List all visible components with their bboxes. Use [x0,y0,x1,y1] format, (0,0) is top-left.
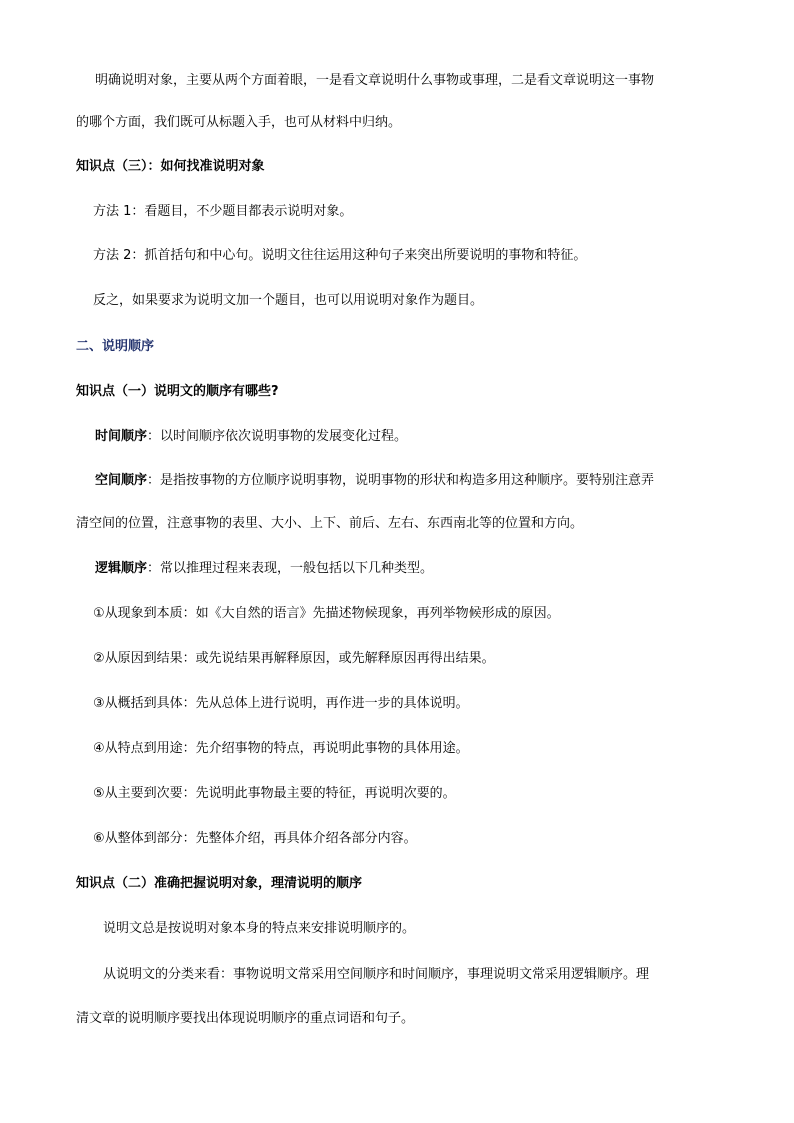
paragraph-line: 明确说明对象，主要从两个方面着眼，一是看文章说明什么事物或事理，二是看文章说明这一事物 [95,73,655,88]
section-heading-kp3: 知识点（三）：如何找准说明对象 [76,159,265,174]
logic-order-text: ：常以推理过程来表现，一般包括以下几种类型。 [147,561,434,576]
time-order-text: ：以时间顺序依次说明事物的发展变化过程。 [147,429,408,444]
list-item: ②从原因到结果：或先说结果再解释原因，或先解释原因再得出结果。 [93,651,495,666]
space-order-label: 空间顺序 [95,473,148,488]
space-order-line [95,472,745,490]
time-order-label: 时间顺序 [95,429,148,444]
kp2-paragraph-2-line-1: 从说明文的分类来看：事物说明文常采用空间顺序和时间顺序，事理说明文常采用逻辑顺序。理 [103,967,650,982]
list-item: ⑤从主要到次要：先说明此事物最主要的特征，再说明次要的。 [93,786,456,801]
section-heading-kp2: 知识点（二）准确把握说明对象，理清说明的顺序 [76,876,363,891]
paragraph-line: 的哪个方面，我们既可从标题入手，也可从材料中归纳。 [76,115,402,130]
kp2-paragraph-1: 说明文总是按说明对象本身的特点来安排说明顺序的。 [103,921,416,936]
method-2: 方法 2：抓首括句和中心句。说明文往往运用这种句子来突出所要说明的事物和特征。 [93,248,587,263]
list-item: ①从现象到本质：如《大自然的语言》先描述物候现象，再列举物候形成的原因。 [93,606,560,621]
method-1: 方法 1：看题目，不少题目都表示说明对象。 [93,204,353,219]
logic-order-label: 逻辑顺序 [95,561,148,576]
reverse-note: 反之，如果要求为说明文加一个题目，也可以用说明对象作为题目。 [93,293,484,308]
section-title-order: 二、说明顺序 [76,339,155,354]
list-item: ③从概括到具体：先从总体上进行说明，再作进一步的具体说明。 [93,696,469,711]
list-item: ④从特点到用途：先介绍事物的特点，再说明此事物的具体用途。 [93,741,469,756]
section-heading-kp1: 知识点（一）说明文的顺序有哪些? [76,384,279,399]
space-order-line-2: 清空间的位置，注意事物的表里、大小、上下、前后、左右、东西南北等的位置和方向。 [76,516,584,531]
space-order-text: ：是指按事物的方位顺序说明事物，说明事物的形状和构造多用这种顺序。要特别注意弄 [147,473,655,488]
time-order-line [95,428,745,446]
logic-order-line [95,560,745,578]
kp2-paragraph-2-line-2: 清文章的说明顺序要找出体现说明顺序的重点词语和句子。 [76,1011,415,1026]
list-item: ⑥从整体到部分：先整体介绍，再具体介绍各部分内容。 [93,831,417,846]
